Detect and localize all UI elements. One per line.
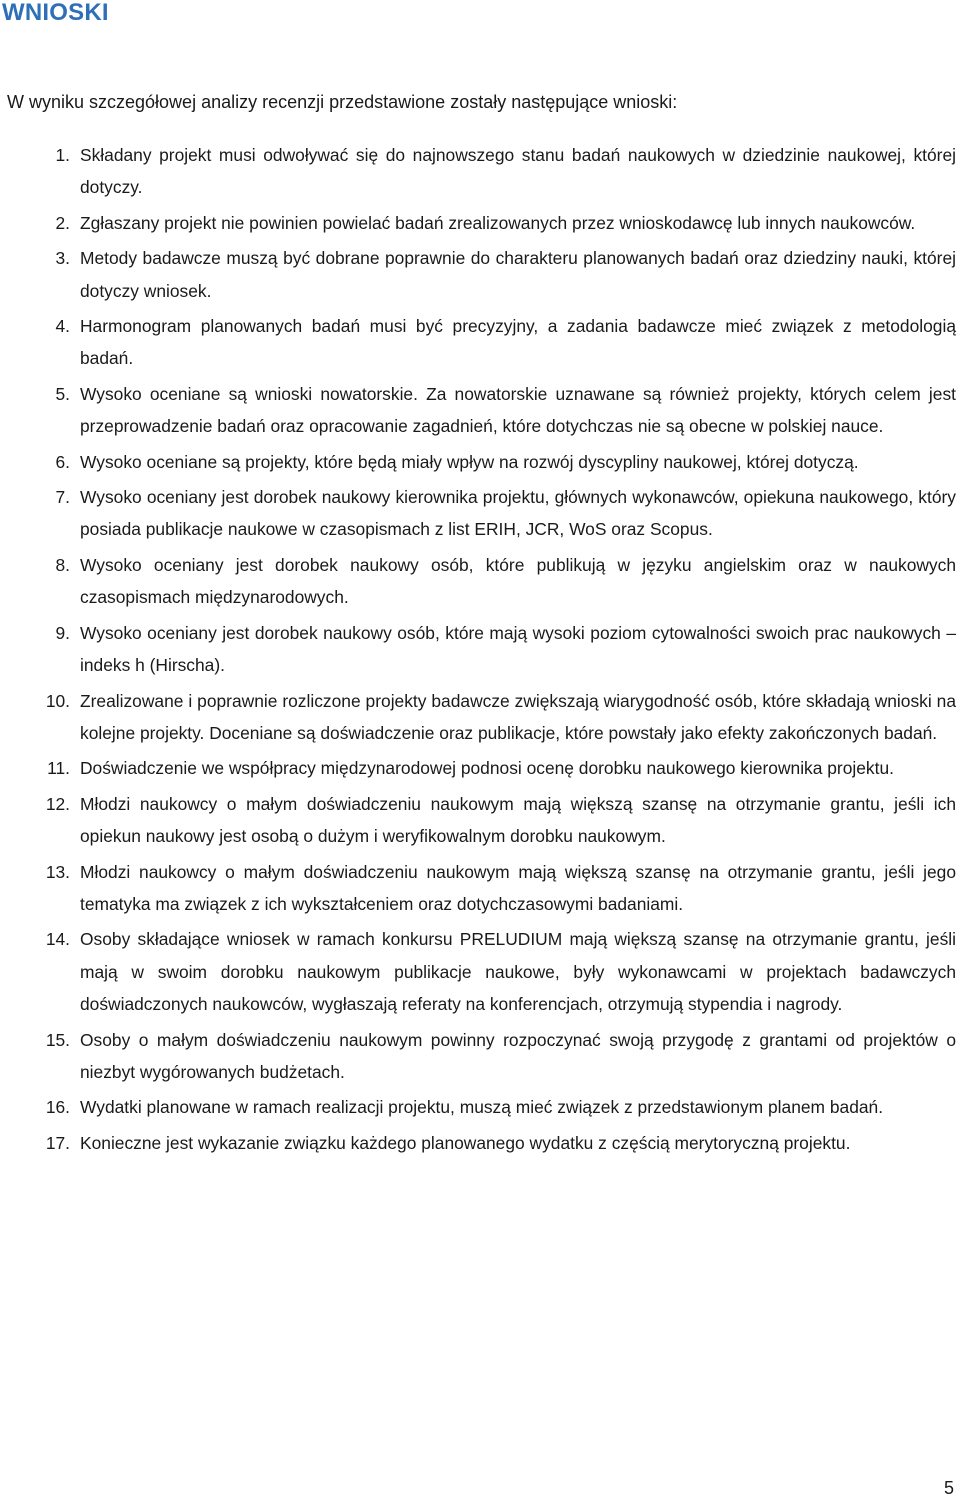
- list-item: [0, 446, 956, 478]
- list-item: [0, 242, 956, 307]
- list-item: [0, 923, 956, 1020]
- list-item: [0, 1024, 956, 1089]
- item-number: 16.: [45, 1097, 70, 1118]
- page-number: 5: [943, 1478, 954, 1498]
- item-text: Wysoko oceniany jest dorobek naukowy osób, które publikują w języku angielskim oraz w naukowych czasopismach międzynarodowych.: [80, 554, 956, 608]
- item-number: 4.: [55, 316, 70, 337]
- item-number: 8.: [55, 554, 70, 575]
- conclusions-list: [0, 139, 956, 1162]
- section-heading: WNIOSKI: [2, 0, 109, 26]
- list-item: [0, 856, 956, 921]
- item-number: 9.: [55, 622, 70, 643]
- item-text: Wysoko oceniany jest dorobek naukowy kierownika projektu, głównych wykonawców, opiekuna naukowego, który posiada publikacje naukowe w czasopismach z list ERIH, JCR, WoS oraz Scopus.: [80, 487, 956, 540]
- item-number: 6.: [55, 451, 70, 472]
- item-number: 13.: [45, 861, 70, 882]
- item-number: 17.: [45, 1132, 70, 1153]
- item-text: Wysoko oceniany jest dorobek naukowy osób, które mają wysoki poziom cytowalności swoich prac naukowych – indeks h (Hirscha).: [80, 622, 956, 676]
- item-number: 10.: [45, 690, 70, 711]
- item-number: 11.: [47, 758, 70, 779]
- item-number: 2.: [55, 212, 70, 233]
- item-text: Wydatki planowane w ramach realizacji projektu, muszą mieć związek z przedstawionym planem badań.: [80, 1097, 884, 1118]
- item-number: 3.: [55, 248, 70, 269]
- item-number: 1.: [55, 145, 70, 165]
- list-item: [0, 310, 956, 375]
- item-number: 15.: [45, 1029, 70, 1050]
- list-item: [0, 617, 956, 682]
- item-text: Osoby składające wniosek w ramach konkursu PRELUDIUM mają większą szansę na otrzymanie grantu, jeśli mają w swoim dorobku naukowym publikacje naukowe, były wykonawcami w projektach badawczych doświadczonych naukowców, wygłaszają referaty na konferencjach, otrzymują stypendia i nagrody.: [80, 929, 956, 1015]
- list-item: [0, 481, 956, 546]
- item-text: Osoby o małym doświadczeniu naukowym powinny rozpoczynać swoją przygodę z grantami od projektów o niezbyt wygórowanych budżetach.: [80, 1029, 956, 1082]
- list-item: [0, 752, 956, 784]
- item-number: 12.: [45, 793, 70, 814]
- item-text: Zgłaszany projekt nie powinien powielać badań zrealizowanych przez wnioskodawcę lub innych naukowców.: [80, 212, 916, 233]
- item-number: 7.: [55, 487, 70, 508]
- list-item: [0, 378, 956, 443]
- list-item: [0, 1127, 956, 1159]
- list-item: [0, 1091, 956, 1123]
- item-text: Metody badawcze muszą być dobrane poprawnie do charakteru planowanych badań oraz dziedziny nauki, której dotyczy wniosek.: [80, 248, 956, 301]
- item-text: Konieczne jest wykazanie związku każdego planowanego wydatku z częścią merytoryczną projektu.: [80, 1132, 851, 1153]
- intro-paragraph: W wyniku szczegółowej analizy recenzji przedstawione zostały następujące wnioski:: [7, 92, 678, 112]
- item-number: 5.: [55, 383, 70, 404]
- item-text: Zrealizowane i poprawnie rozliczone projekty badawcze zwiększają wiarygodność osób, które składają wnioski na kolejne projekty. Doceniane są doświadczenie oraz publikacje, które powstały jako efekty zakończonych badań.: [80, 690, 956, 743]
- list-item: [0, 685, 956, 750]
- list-item: [0, 139, 956, 204]
- item-text: Wysoko oceniane są wnioski nowatorskie. Za nowatorskie uznawane są również projekty, których celem jest przeprowadzenie badań oraz opracowanie zagadnień, które dotychczas nie są obecne w polskiej nauce.: [80, 383, 956, 437]
- item-text: Doświadczenie we współpracy międzynarodowej podnosi ocenę dorobku naukowego kierownika projektu.: [80, 758, 894, 779]
- item-text: Wysoko oceniane są projekty, które będą miały wpływ na rozwój dyscypliny naukowej, której dotyczą.: [80, 451, 859, 472]
- item-text: Młodzi naukowcy o małym doświadczeniu naukowym mają większą szansę na otrzymanie grantu, jeśli jego tematyka ma związek z ich wykształceniem oraz dotychczasowymi badaniami.: [80, 861, 956, 914]
- item-number: 14.: [45, 929, 70, 950]
- list-item: [0, 788, 956, 853]
- item-text: Składany projekt musi odwoływać się do najnowszego stanu badań naukowych w dziedzinie naukowej, której dotyczy.: [80, 145, 956, 198]
- list-item: [0, 549, 956, 614]
- item-text: Młodzi naukowcy o małym doświadczeniu naukowym mają większą szansę na otrzymanie grantu, jeśli ich opiekun naukowy jest osobą o dużym i weryfikowalnym dorobku naukowym.: [80, 793, 956, 847]
- list-item: [0, 207, 956, 239]
- item-text: Harmonogram planowanych badań musi być precyzyjny, a zadania badawcze mieć związek z metodologią badań.: [80, 316, 956, 369]
